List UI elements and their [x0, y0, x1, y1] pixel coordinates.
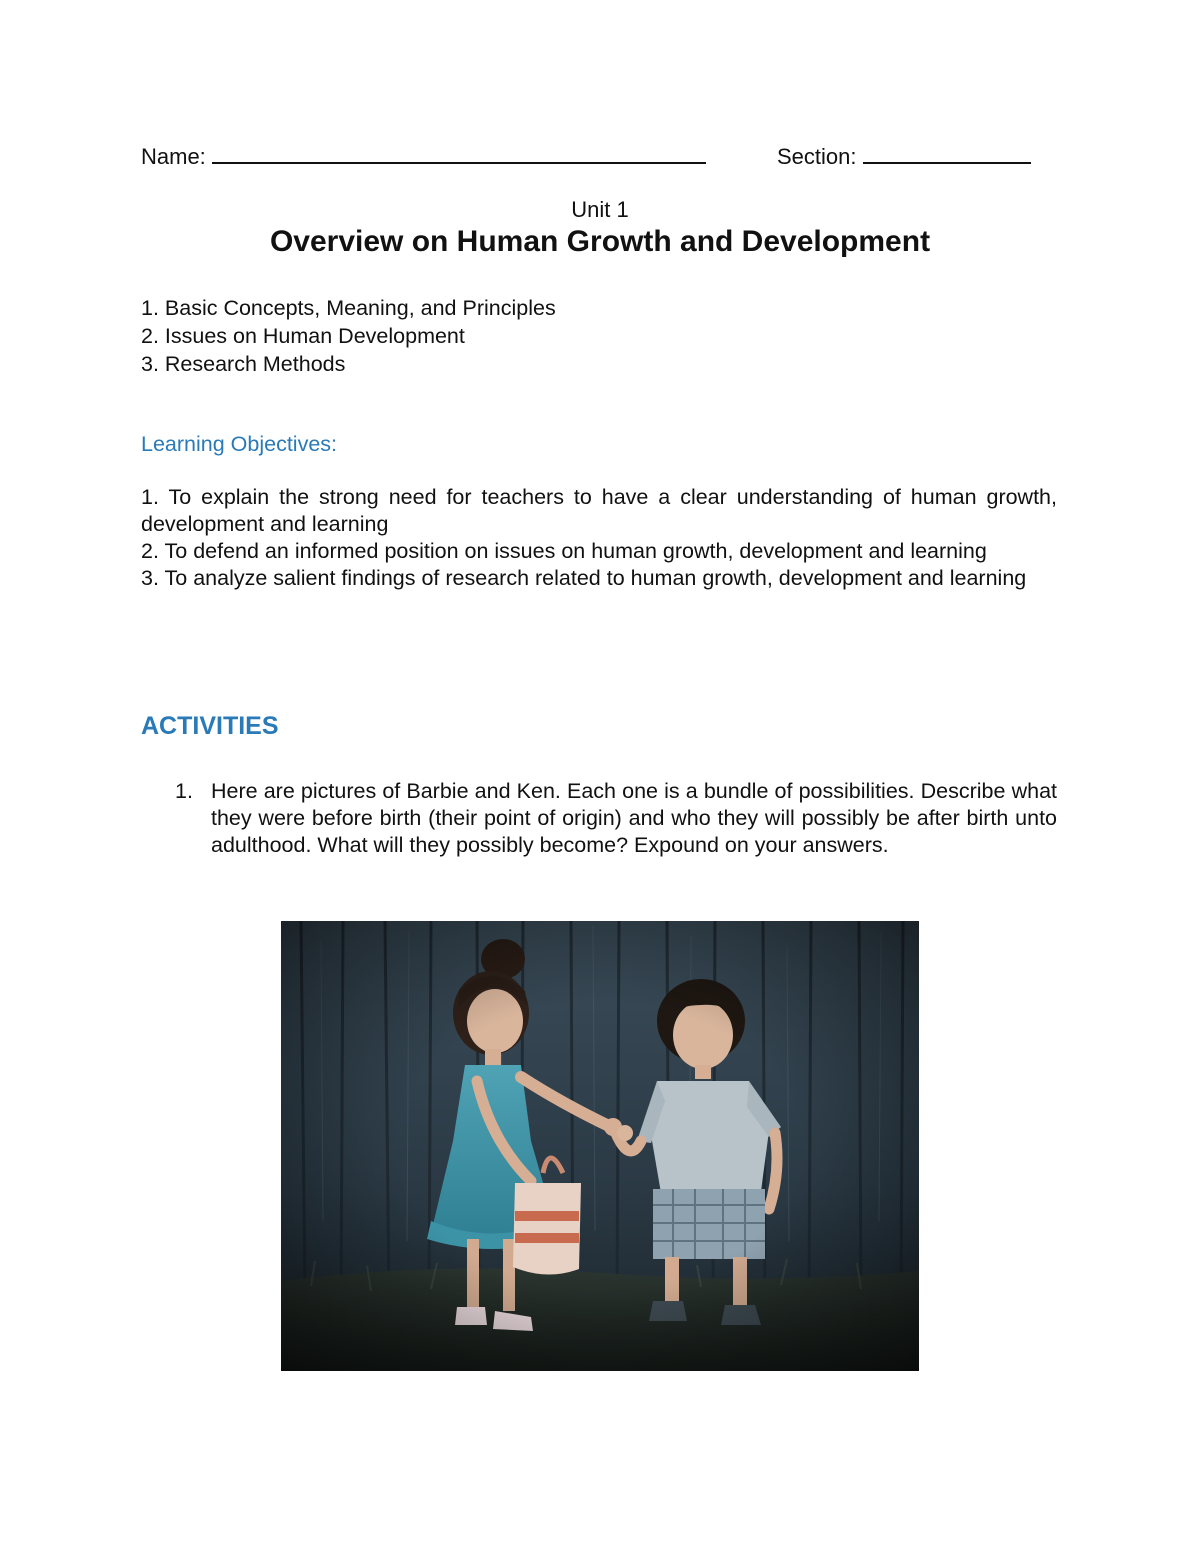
- objectives-list: [141, 484, 1057, 592]
- topic-item: 3. Research Methods: [141, 352, 346, 376]
- objective-item: 1. To explain the strong need for teachers to have a clear understanding of human growth, development and learning: [141, 485, 1057, 536]
- unit-label: Unit 1: [571, 197, 629, 222]
- objective-item: 2. To defend an informed position on issues on human growth, development and learning: [141, 539, 987, 563]
- name-blank-line: [212, 142, 706, 164]
- page-title: Overview on Human Growth and Development: [269, 225, 931, 258]
- learning-objectives-heading: Learning Objectives:: [141, 432, 337, 456]
- topic-list: [141, 294, 1061, 378]
- objective-item: 3. To analyze salient findings of research related to human growth, development and learning: [141, 566, 1027, 590]
- activities-heading: ACTIVITIES: [141, 712, 279, 740]
- topic-item: 2. Issues on Human Development: [141, 324, 465, 348]
- topic-item: 1. Basic Concepts, Meaning, and Principles: [141, 296, 556, 320]
- section-blank-line: [863, 142, 1031, 164]
- section-field: [777, 142, 1031, 171]
- activity-number: 1.: [175, 779, 193, 803]
- name-label: Name:: [141, 144, 206, 169]
- name-field: [141, 142, 706, 171]
- section-label: Section:: [777, 144, 857, 169]
- children-photo: [281, 921, 919, 1371]
- children-photo-illustration: [281, 921, 919, 1371]
- activity-text: Here are pictures of Barbie and Ken. Each one is a bundle of possibilities. Describe what they were before birth (their point of origin) and who they will possibly be after birth unto adulthood. What will they possibly become? Expound on your answers.: [211, 779, 1057, 857]
